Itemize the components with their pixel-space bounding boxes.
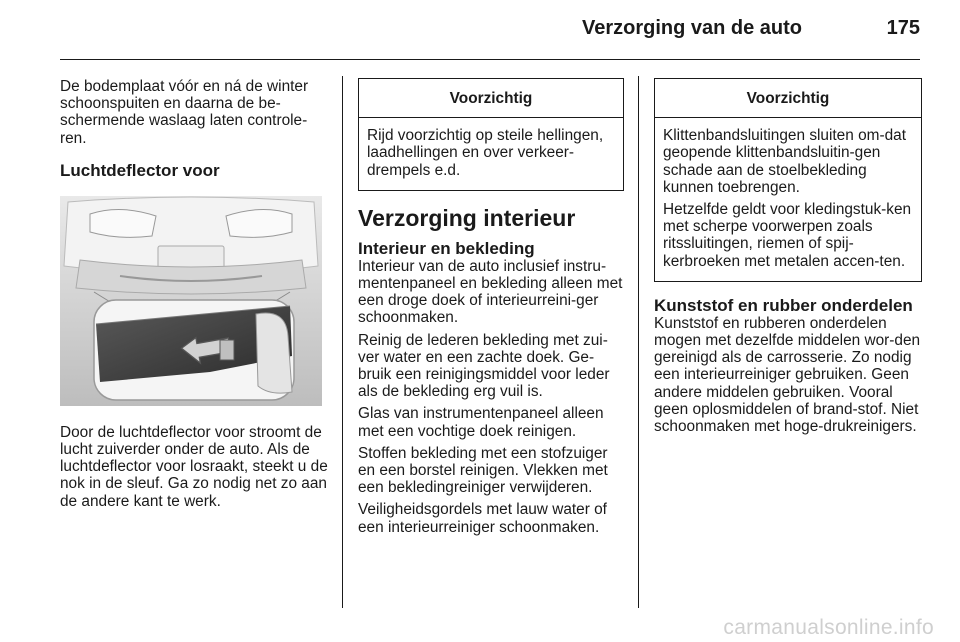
caution-text: Rijd voorzichtig op steile hellingen, laadhellingen en over verkeer-drempels e.d. <box>367 127 604 179</box>
caution-title: Voorzichtig <box>655 79 921 118</box>
column-divider-2 <box>638 76 639 608</box>
page-header <box>60 0 920 60</box>
paragraph: Kunststof en rubberen onderdelen mogen met dezelfde middelen wor-den gereinigd als de carrosserie. Zo nodig een interieurreiniger gebruiken. Geen andere middelen gebruiken. Vooral geen oplosmiddelen of brand-stof. Niet schoonmaken met hoge-drukreinigers. <box>654 314 921 436</box>
subheading-air-deflector: Luchtdeflector voor <box>60 160 220 180</box>
paragraph: Interieur van de auto inclusief instru-mentenpaneel en bekleding alleen met een droge doek of interieurreini-ger schoonmaken. <box>358 257 623 327</box>
paragraph: Reinig de lederen bekleding met zui-ver water en een zachte doek. Ge-bruik een reinigingsmiddel voor leder als de bekleding erg vuil is. <box>358 331 610 401</box>
subheading-plastic-rubber: Kunststof en rubber onderdelen <box>654 295 913 315</box>
column-1 <box>60 78 328 515</box>
paragraph: Stoffen bekleding met een stofzuiger en een borstel reinigen. Vlekken met een bekledingreiniger verwijderen. <box>358 444 608 497</box>
intro-paragraph: De bodemplaat vóór en ná de winter schoonspuiten en daarna de be-schermende waslaag laten controle-ren. <box>60 78 309 147</box>
column-2 <box>358 78 624 541</box>
bumper-deflector-illustration <box>60 196 322 406</box>
caution-box-driving <box>358 78 624 191</box>
watermark: carmanualsonline.info <box>723 616 934 639</box>
subheading-interior-upholstery: Interieur en bekleding <box>358 238 535 258</box>
column-3 <box>654 78 922 440</box>
caution-text: Hetzelfde geldt voor kledingstuk-ken met scherpe voorwerpen zoals ritssluitingen, riemen of spij-kerbroeken met metalen accen-ten. <box>663 201 912 270</box>
paragraph: Glas van instrumentenpaneel alleen met een vochtige doek reinigen. <box>358 405 604 440</box>
column-divider-1 <box>342 76 343 608</box>
caution-text: Klittenbandsluitingen sluiten om-dat geopende klittenbandsluitin-gen schade aan de stoelbekleding kunnen toebrengen. <box>663 127 906 196</box>
paragraph: Veiligheidsgordels met lauw water of een interieurreiniger schoonmaken. <box>358 501 607 536</box>
caution-title: Voorzichtig <box>359 79 623 118</box>
caution-box-velcro <box>654 78 922 282</box>
page-number: 175 <box>886 17 920 39</box>
page-title: Verzorging van de auto <box>581 17 802 39</box>
deflector-caption: Door de luchtdeflector voor stroomt de lucht zuiverder onder de auto. Als de luchtdeflector voor losraakt, steekt u de nok in de sleuf. Ga zo nodig net zo aan de andere kant te werk. <box>60 423 328 510</box>
bumper-deflector-icon <box>60 196 322 406</box>
section-heading-interior: Verzorging interieur <box>358 204 576 231</box>
